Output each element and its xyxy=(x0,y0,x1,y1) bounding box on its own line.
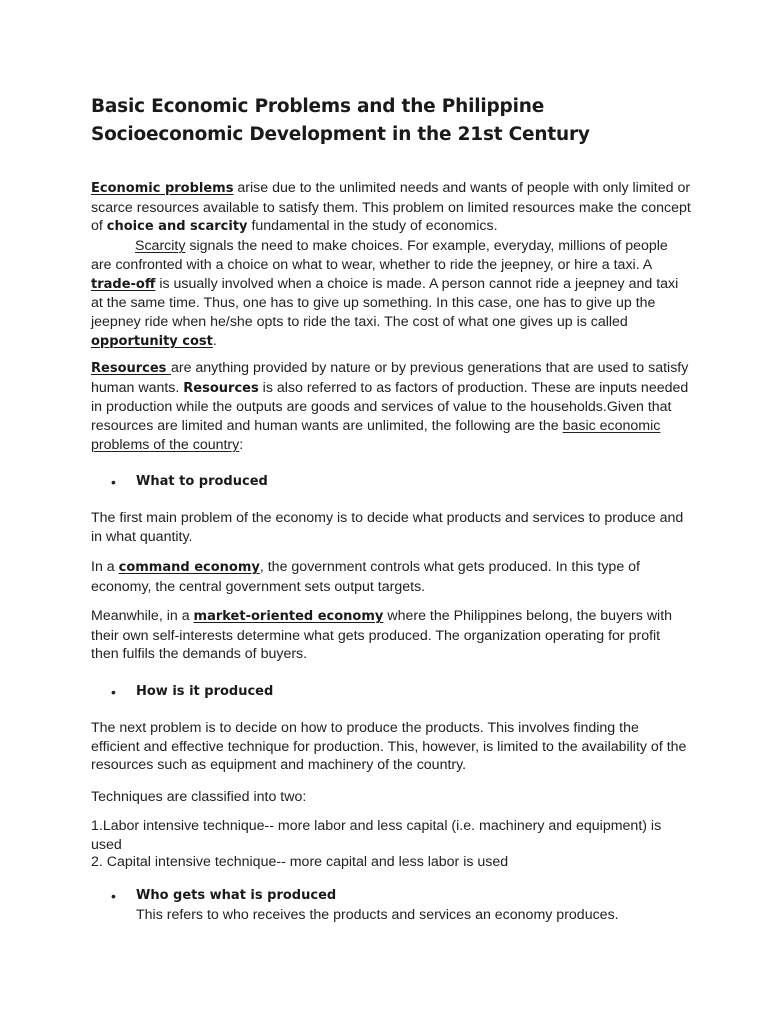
paragraph-next-problem: The next problem is to decide on how to produce the products. This involves finding the efficient and effective technique for production. This, however, is limited to the availability of the resources such as equipment and machinery of the country. xyxy=(91,720,687,774)
term-resources: Resources xyxy=(91,361,171,376)
term-economic-problems: Economic problems xyxy=(91,181,234,196)
text: Meanwhile, in a xyxy=(91,608,194,624)
list-item-labor-intensive: 1.Labor intensive technique-- more labor and less capital (i.e. machinery and equipment) is used xyxy=(91,818,662,853)
bullet-heading: What to produced xyxy=(136,474,268,489)
text: In a xyxy=(91,559,119,575)
term-choice-and-scarcity: choice and scarcity xyxy=(106,219,248,235)
basic-economic-problems-text: basic economic problems of the country xyxy=(91,418,661,453)
text: : xyxy=(239,436,244,453)
bullet-description: This refers to who receives the products and services an economy produces. xyxy=(136,907,619,923)
term-trade-off: trade-off xyxy=(91,276,156,292)
paragraph-first-problem: The first main problem of the economy is to decide what products and services to produce and in what quantity. xyxy=(91,510,684,545)
document-title: Basic Economic Problems and the Philippine Socioeconomic Development in the 21st Century xyxy=(91,96,590,145)
paragraph-techniques: Techniques are classified into two: xyxy=(91,789,307,805)
text: are anything provided by nature or by previous generations that are used to satisfy human wants. xyxy=(91,360,689,396)
text: , the government controls what gets produced. In this type of economy, the central government sets output targets. xyxy=(91,559,640,595)
term-scarcity: Scarcity xyxy=(135,238,186,255)
bullet-dot: • xyxy=(111,684,116,700)
paragraph-resources xyxy=(91,359,691,455)
term-command-economy: command economy xyxy=(118,560,260,575)
list-item-capital-intensive: 2. Capital intensive technique-- more capital and less labor is used xyxy=(91,854,509,870)
paragraph-market-economy xyxy=(91,607,691,664)
text: where the Philippines belong, the buyers with their own self-interests determine what gets produced. The organization operating for profit then fulfils the demands of buyers. xyxy=(91,608,673,663)
text: is also referred to as factors of production. These are inputs needed in production while the outputs are goods and services of value to the households.Given that resources are limited and human wants are unlimited, the following are the xyxy=(91,379,689,435)
bullet-dot: • xyxy=(111,888,116,904)
text: fundamental in the study of economics. xyxy=(247,218,498,235)
term-opportunity-cost: opportunity cost xyxy=(91,333,213,349)
text: . xyxy=(212,332,217,349)
paragraph-command-economy xyxy=(91,558,691,596)
bullet-heading: Who gets what is produced xyxy=(136,888,337,903)
text: is usually involved when a choice is made. A person cannot ride a jeepney and taxi at the same time. Thus, one has to give up something. In this case, one has to give up the jeepney ride when he/she opts to ride the taxi. The cost of what one gives up is called xyxy=(91,275,679,330)
bullet-heading: How is it produced xyxy=(136,684,274,699)
text: arise due to the unlimited needs and wants of people with only limited or scarce resources available to satisfy them. This problem on limited resources make the concept of xyxy=(91,180,691,235)
term-resources-bold: Resources xyxy=(183,380,259,396)
bullet-dot: • xyxy=(111,474,116,490)
paragraph-economic-problems xyxy=(91,179,691,351)
term-market-oriented-economy: market-oriented economy xyxy=(193,609,384,624)
text: signals the need to make choices. For example, everyday, millions of people are confronted with a choice on what to wear, whether to ride the jeepney, or hire a taxi. A xyxy=(91,238,668,273)
